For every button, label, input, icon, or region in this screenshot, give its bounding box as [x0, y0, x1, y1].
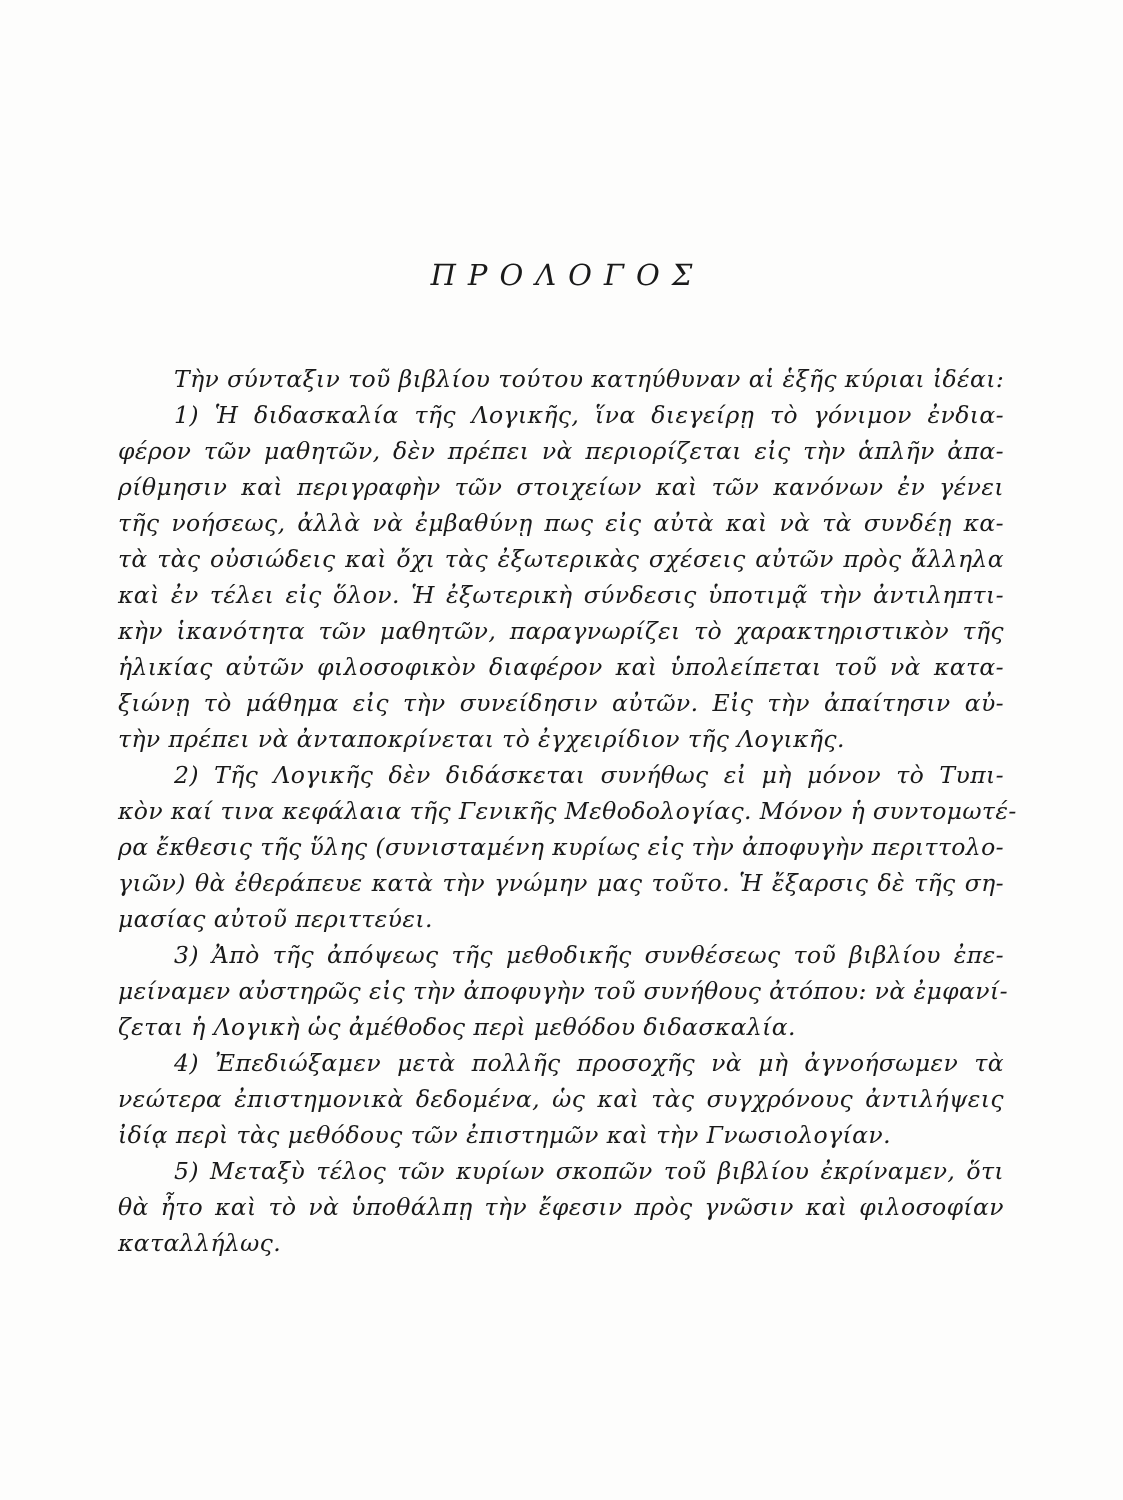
text-line: μασίας αὐτοῦ περιττεύει.: [118, 905, 433, 933]
text-line: ρίθμησιν καὶ περιγραφὴν τῶν στοιχείων καὶ τῶν κανόνων ἐν γένει: [118, 473, 1004, 501]
text-line: 3) Ἀπὸ τῆς ἀπόψεως τῆς μεθοδικῆς συνθέσεως τοῦ βιβλίου ἐπε-: [174, 941, 1004, 969]
text-line: κὸν καί τινα κεφάλαια τῆς Γενικῆς Μεθοδολογίας. Μόνον ἡ συντομωτέ-: [118, 797, 1017, 825]
text-line: 5) Μεταξὺ τέλος τῶν κυρίων σκοπῶν τοῦ βιβλίου ἐκρίναμεν, ὅτι: [174, 1157, 1004, 1185]
text-line: καὶ ἐν τέλει εἰς ὅλον. Ἡ ἐξωτερικὴ σύνδεσις ὑποτιμᾷ τὴν ἀντιληπτι-: [118, 581, 1004, 609]
text-line: ρα ἔκθεσις τῆς ὕλης (συνισταμένη κυρίως εἰς τὴν ἀποφυγὴν περιττολο-: [118, 833, 1004, 861]
text-line: κὴν ἱκανότητα τῶν μαθητῶν, παραγνωρίζει τὸ χαρακτηριστικὸν τῆς: [118, 617, 1004, 645]
text-line: ξιώνῃ τὸ μάθημα εἰς τὴν συνείδησιν αὐτῶν. Εἰς τὴν ἀπαίτησιν αὐ-: [118, 689, 1004, 717]
text-line: 4) Ἐπεδιώξαμεν μετὰ πολλῆς προσοχῆς νὰ μὴ ἀγνοήσωμεν τὰ: [174, 1049, 1004, 1077]
text-line: ἰδίᾳ περὶ τὰς μεθόδους τῶν ἐπιστημῶν καὶ τὴν Γνωσιολογίαν.: [118, 1121, 891, 1149]
text-line: καταλλήλως.: [118, 1229, 282, 1257]
text-line: ζεται ἡ Λογικὴ ὡς ἀμέθοδος περὶ μεθόδου διδασκαλία.: [118, 1013, 796, 1041]
text-line: τὴν πρέπει νὰ ἀνταποκρίνεται τὸ ἐγχειρίδιον τῆς Λογικῆς.: [118, 725, 845, 753]
text-line: τὰ τὰς οὐσιώδεις καὶ ὄχι τὰς ἐξωτερικὰς σχέσεις αὐτῶν πρὸς ἄλληλα: [118, 545, 1004, 573]
text-line: μείναμεν αὐστηρῶς εἰς τὴν ἀποφυγὴν τοῦ συνήθους ἀτόπου: νὰ ἐμφανί-: [118, 977, 1008, 1005]
text-line: Τὴν σύνταξιν τοῦ βιβλίου τούτου κατηύθυναν αἱ ἑξῆς κύριαι ἰδέαι:: [174, 365, 1005, 393]
text-line: 2) Τῆς Λογικῆς δὲν διδάσκεται συνήθως εἰ μὴ μόνον τὸ Τυπι-: [174, 761, 1004, 789]
text-line: τῆς νοήσεως, ἀλλὰ νὰ ἐμβαθύνῃ πως εἰς αὐτὰ καὶ νὰ τὰ συνδέῃ κα-: [118, 509, 1004, 537]
page-title: ΠΡΟΛΟΓΟΣ: [430, 258, 705, 292]
text-line: ἡλικίας αὐτῶν φιλοσοφικὸν διαφέρον καὶ ὑπολείπεται τοῦ νὰ κατα-: [118, 653, 1004, 681]
preface-body: [118, 361, 1017, 1261]
text-line: θὰ ἦτο καὶ τὸ νὰ ὑποθάλπῃ τὴν ἔφεσιν πρὸς γνῶσιν καὶ φιλοσοφίαν: [118, 1193, 1004, 1221]
text-line: νεώτερα ἐπιστημονικὰ δεδομένα, ὡς καὶ τὰς συγχρόνους ἀντιλήψεις: [118, 1085, 1004, 1113]
text-line: φέρον τῶν μαθητῶν, δὲν πρέπει νὰ περιορίζεται εἰς τὴν ἁπλῆν ἀπα-: [118, 437, 1004, 465]
text-line: γιῶν) θὰ ἐθεράπευε κατὰ τὴν γνώμην μας τοῦτο. Ἡ ἔξαρσις δὲ τῆς ση-: [118, 869, 1004, 897]
text-line: 1) Ἡ διδασκαλία τῆς Λογικῆς, ἵνα διεγείρῃ τὸ γόνιμον ἐνδια-: [174, 401, 1004, 429]
